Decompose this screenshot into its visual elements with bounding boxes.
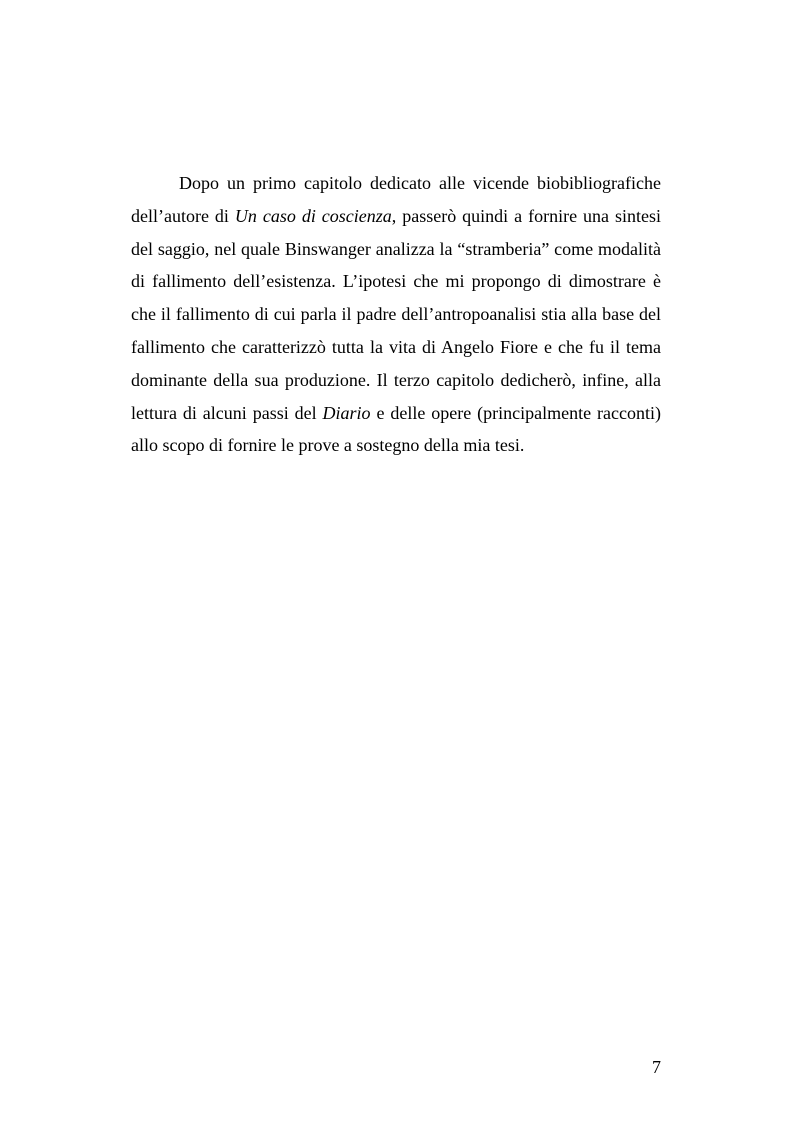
body-paragraph bbox=[131, 167, 661, 462]
paragraph-text-part-2: , passerò quindi a fornire una sintesi del saggio, nel quale Binswanger analizza la “stramberia” come modalità di fallimento dell’esistenza. L’ipotesi che mi propongo di dimostrare è che il fallimento di cui parla il padre dell’antropoanalisi stia alla base del fallimento che caratterizzò tutta la vita di Angelo Fiore e che fu il tema dominante della sua produzione. Il terzo capitolo dedicherò, infine, alla lettura di alcuni passi del bbox=[131, 205, 661, 423]
paragraph-text-part-3: e delle opere (principalmente racconti) allo scopo di fornire le prove a sostegno della mia tesi. bbox=[131, 402, 661, 456]
page-number: 7 bbox=[652, 1057, 661, 1077]
book-title-un-caso-di-coscienza: Un caso di coscienza bbox=[234, 205, 392, 226]
book-title-diario: Diario bbox=[322, 402, 371, 423]
paragraph-text-part-1: Dopo un primo capitolo dedicato alle vicende biobibliografiche dell’autore di bbox=[131, 173, 661, 226]
